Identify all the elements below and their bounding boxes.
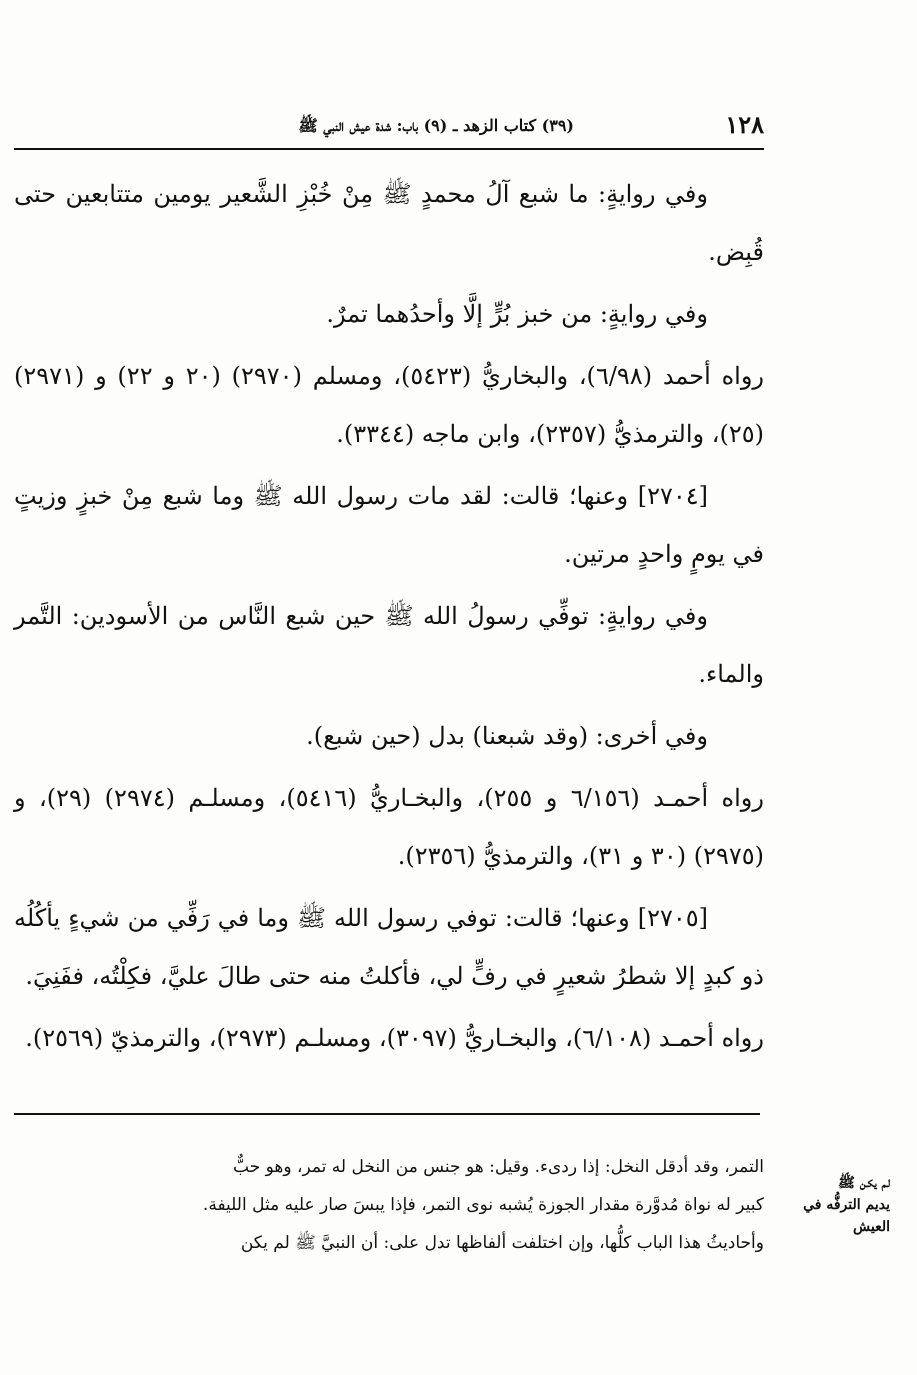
paragraph-hadith-2705: [٢٧٠٥] وعنها؛ قالت: توفي رسول الله ﷺ وما في رَفِّي من شيءٍ يأكُلُه ذو كبدٍ إلا شطرُ شعيرٍ في رفٍّ لي، فأكلتُ منه حتى طالَ عليَّ، فكِلْتُه، ففَنِيَ.	[14, 904, 764, 990]
paragraph-takhrij-2: رواه أحمـد (٦/١٥٦ و ٢٥٥)، والبخـاريُّ (٥٤١٦)، ومسلـم (٢٩٧٤) (٢٩)، و (٢٩٧٥) (٣٠ و ٣١)، والترمذيُّ (٢٣٥٦).	[14, 784, 764, 870]
margin-heading	[770, 1172, 890, 1238]
margin-heading-line: يديم الترفُّه في	[803, 1197, 890, 1213]
page-header	[14, 110, 764, 146]
paragraph-hadith-2704: [٢٧٠٤] وعنها؛ قالت: لقد مات رسول الله ﷺ وما شبع مِنْ خبزٍ وزيتٍ في يومٍ واحدٍ مرتين.	[14, 482, 764, 568]
footnote-divider	[14, 1113, 760, 1115]
paragraph-riwaya-4: وفي أخرى: (وقد شبعنا) بدل (حين شبع).	[306, 722, 708, 750]
margin-heading-line: العيش	[853, 1219, 890, 1235]
footnote-line: وأحاديثُ هذا الباب كلُّها، وإن اختلفت ألفاظها تدل على: أن النبيَّ ﷺ لم يكن	[240, 1233, 764, 1253]
footnote-line: التمر، وقد أدقل النخل: إذا ردىء. وقيل: هو جنس من النخل له تمر، وهو حبٌّ	[233, 1157, 764, 1177]
footnote-line: كبير له نواة مُدوَّرة مقدار الجوزة يُشبه نوى التمر، فإذا يبسَ صار عليه مثل الليفة.	[202, 1195, 764, 1215]
paragraph-takhrij-3: رواه أحمـد (٦/١٠٨)، والبخـاريُّ (٣٠٩٧)، ومسلـم (٢٩٧٣)، والترمذيّ (٢٥٦٩).	[25, 1024, 764, 1052]
paragraph-takhrij-1: رواه أحمد (٦/٩٨)، والبخاريُّ (٥٤٢٣)، ومسلم (٢٩٧٠) (٢٠ و ٢٢) و (٢٩٧١) (٢٥)، والترمذيُّ (٢٣٥٧)، وابن ماجه (٣٣٤٤).	[14, 362, 765, 448]
footnote-block	[14, 1148, 764, 1262]
main-text	[14, 165, 764, 1067]
paragraph-riwaya-1: وفي روايةٍ: ما شبع آلُ محمدٍ ﷺ مِنْ خُبْزِ الشَّعير يومين متتابعين حتى قُبِض.	[14, 180, 764, 266]
paragraph-riwaya-3: وفي روايةٍ: توفِّي رسولُ الله ﷺ حين شبع النَّاس من الأسودين: التَّمر والماء.	[14, 602, 764, 688]
margin-heading-line: لـم يكـن ﷺ	[838, 1175, 890, 1191]
running-title: (٣٩) كتاب الزهد ـ (٩) باب: شدة عيش النبي ﷺ	[298, 116, 574, 135]
header-divider	[14, 148, 764, 150]
paragraph-riwaya-2: وفي روايةٍ: من خبز بُرٍّ إلَّا وأحدُهما تمرٌ.	[326, 300, 708, 328]
page-number: ١٢٨	[725, 110, 764, 139]
